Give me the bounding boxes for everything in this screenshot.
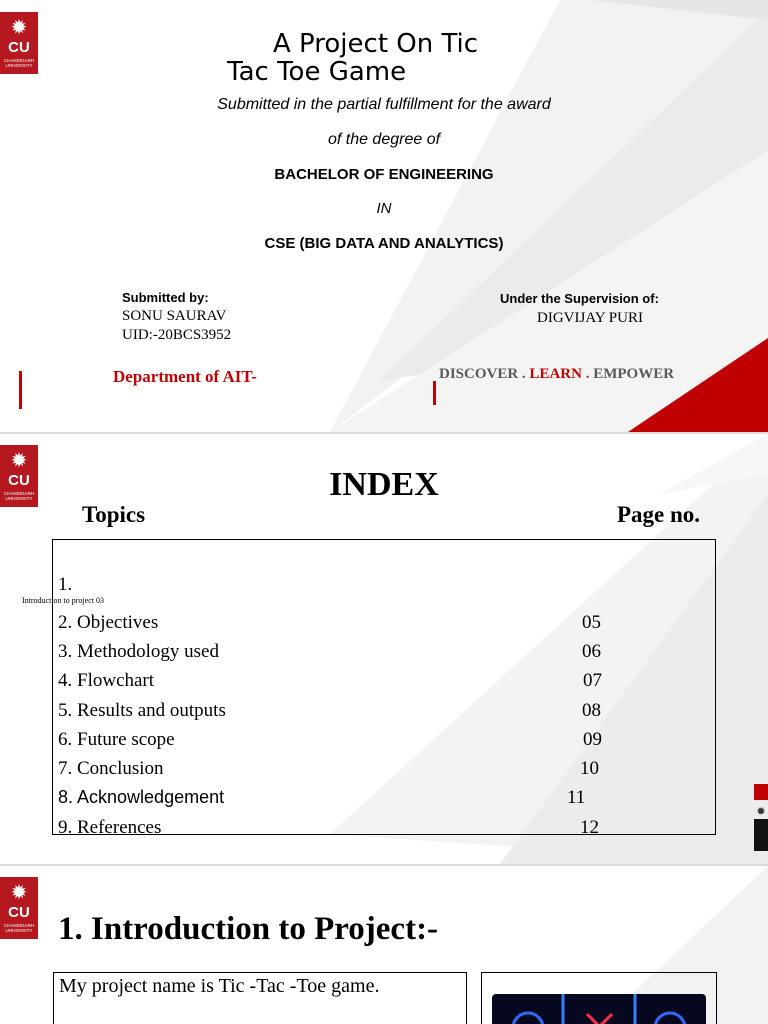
toc-page-number: 05 <box>582 612 601 633</box>
branch-name: CSE (BIG DATA AND ANALYTICS) <box>264 235 504 252</box>
motto-empower: . EMPOWER <box>581 366 675 382</box>
university-logo: ✹ CU CHANDIGARH UNIVERSITY <box>0 12 38 74</box>
toc-item-1-number: 1. <box>58 574 73 595</box>
toc-page-number: 12 <box>580 817 599 833</box>
degree-name: BACHELOR OF ENGINEERING <box>274 166 494 183</box>
toc-item: 5. Results and outputs 08 <box>58 700 601 721</box>
introduction-body-text: My project name is Tic -Tac -Toe game. <box>59 975 380 997</box>
gear-emblem-icon: ✹ <box>10 880 28 904</box>
university-motto <box>439 366 674 383</box>
motto-learn: LEARN <box>529 366 582 382</box>
left-accent-bar <box>19 371 22 409</box>
toc-item: 7. Conclusion 10 <box>58 758 599 779</box>
in-label: IN <box>376 200 392 217</box>
motto-discover: DISCOVER . <box>439 366 530 382</box>
department-name: Department of AIT- <box>113 367 257 386</box>
toc-page-number: 06 <box>582 641 601 662</box>
topics-column-header: Topics <box>82 502 146 527</box>
university-logo: ✹ CU CHANDIGARH UNIVERSITY <box>0 445 38 507</box>
neon-tic-tac-toe-image <box>492 994 706 1024</box>
supervisor-name: DIGVIJAY PURI <box>537 310 643 326</box>
title-slide <box>0 0 768 432</box>
submitted-statement-line-2: of the degree of <box>327 131 441 148</box>
gear-emblem-icon: ✹ <box>10 448 28 472</box>
toc-page-number: 10 <box>580 758 599 779</box>
toc-page-number: 11 <box>567 787 586 808</box>
motto-accent-bar <box>433 381 436 405</box>
toc-item-1-label: Introduction to project 03 <box>22 596 104 605</box>
gear-emblem-icon: ✹ <box>10 15 28 39</box>
toc-page-number: 09 <box>583 729 602 750</box>
university-logo: ✹ CU CHANDIGARH UNIVERSITY <box>0 877 38 939</box>
toc-item: 3. Methodology used 06 <box>58 641 601 662</box>
student-name: SONU SAURAV <box>122 308 227 324</box>
page-number-column-header: Page no. <box>617 502 701 527</box>
game-image-frame <box>481 972 717 1024</box>
supervision-label: Under the Supervision of: <box>500 291 659 306</box>
toc-item: 4. Flowchart 07 <box>58 670 602 691</box>
toc-page-number: 08 <box>582 700 601 721</box>
introduction-slide <box>0 866 768 1024</box>
student-uid: UID:-20BCS3952 <box>122 327 232 343</box>
index-slide <box>0 434 768 864</box>
introduction-heading: 1. Introduction to Project:- <box>58 911 439 947</box>
submitted-statement-line-1: Submitted in the partial fulfillment for the award <box>217 96 551 113</box>
index-heading: INDEX <box>329 466 439 503</box>
toc-item: 2. Objectives 05 <box>58 612 601 633</box>
submitted-by-label: Submitted by: <box>122 290 209 305</box>
toc-item: 8. Acknowledgement 11 <box>58 787 586 808</box>
toc-page-number: 07 <box>583 670 602 691</box>
introduction-text-box <box>53 972 467 1024</box>
svg-text:✹: ✹ <box>756 805 766 818</box>
toc-item: 9. References 12 <box>58 817 618 833</box>
title-line-2: Tac Toe Game <box>227 57 407 87</box>
title-line-1: A Project On Tic <box>273 29 479 59</box>
toc-item: 6. Future scope 09 <box>58 729 602 750</box>
